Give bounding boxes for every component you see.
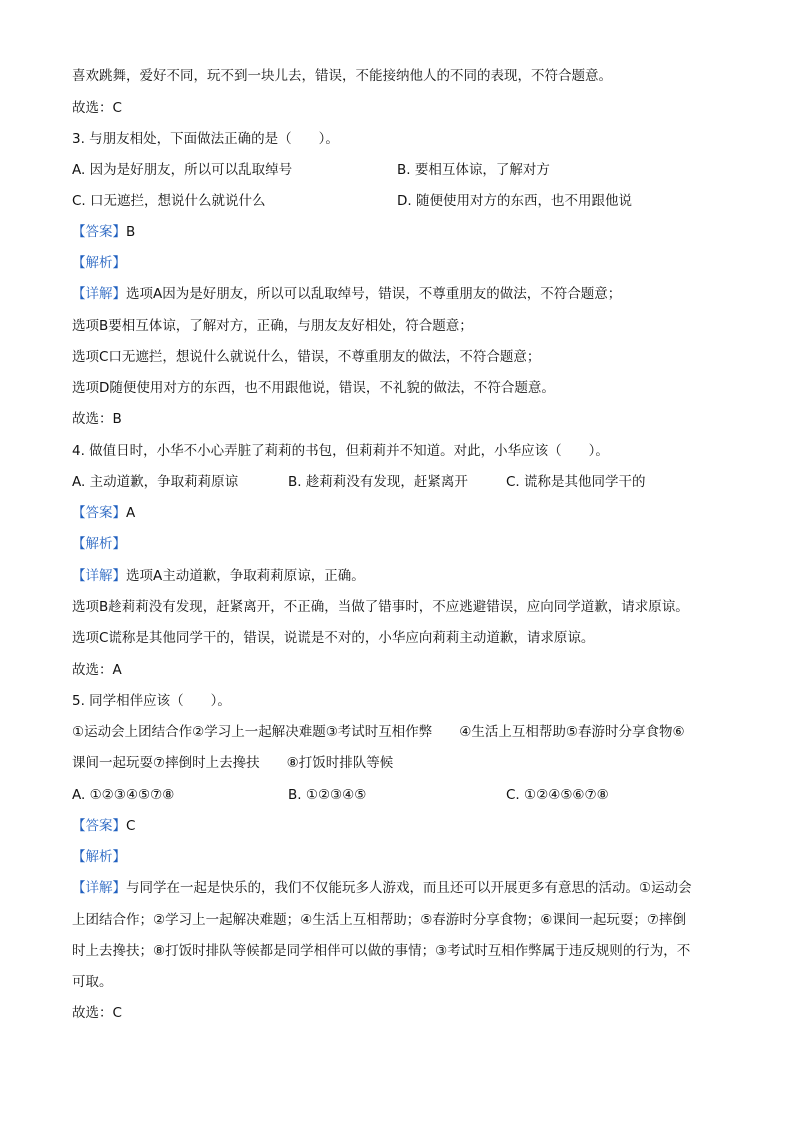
q3-option-d: D. 随便使用对方的东西，也不用跟他说 xyxy=(397,193,632,209)
q5-answer xyxy=(72,816,135,836)
q3-choice: 故选：B xyxy=(72,411,122,427)
q5-choice: 故选：C xyxy=(72,1005,122,1021)
q5-option-b: B. ①②③④⑤ xyxy=(288,787,367,803)
q4-answer xyxy=(72,503,135,523)
q4-stem: 4. 做值日时，小华不小心弄脏了莉莉的书包，但莉莉并不知道。对此，小华应该（ ）。 xyxy=(72,443,609,459)
q3-answer xyxy=(72,222,135,242)
answer-label: 【答案】 xyxy=(72,224,126,240)
q4-detail-3: 选项C谎称是其他同学干的，错误，说谎是不对的，小华应向莉莉主动道歉，请求原谅。 xyxy=(72,630,595,646)
q4-choice: 故选：A xyxy=(72,662,122,678)
detail-text: 选项A因为是好朋友，所以可以乱取绰号，错误，不尊重朋友的做法，不符合题意； xyxy=(126,286,622,302)
q3-option-c: C. 口无遮拦，想说什么就说什么 xyxy=(72,193,266,209)
q5-items-line-2: 课间一起玩耍⑦摔倒时上去搀扶 ⑧打饭时排队等候 xyxy=(72,755,394,771)
q5-option-c: C. ①②④⑤⑥⑦⑧ xyxy=(506,787,609,803)
q5-detail-line-1 xyxy=(72,878,692,898)
q3-option-b: B. 要相互体谅，了解对方 xyxy=(397,162,550,178)
detail-text: 与同学在一起是快乐的，我们不仅能玩多人游戏，而且还可以开展更多有意思的活动。①运动会 xyxy=(126,880,692,896)
answer-value: A xyxy=(126,505,136,521)
q2-explain-tail: 喜欢跳舞，爱好不同，玩不到一块儿去，错误，不能接纳他人的不同的表现，不符合题意。 xyxy=(72,68,612,84)
q3-stem: 3. 与朋友相处，下面做法正确的是（ ）。 xyxy=(72,131,339,147)
q3-detail-4: 选项D随便使用对方的东西，也不用跟他说，错误，不礼貌的做法，不符合题意。 xyxy=(72,380,555,396)
q3-detail-1 xyxy=(72,284,621,304)
answer-label: 【答案】 xyxy=(72,818,126,834)
q4-detail-1 xyxy=(72,566,365,586)
q4-option-c: C. 谎称是其他同学干的 xyxy=(506,474,646,490)
q5-items-line-1: ①运动会上团结合作②学习上一起解决难题③考试时互相作弊 ④生活上互相帮助⑤春游时分享食物⑥ xyxy=(72,724,685,740)
q3-detail-3: 选项C口无遮拦，想说什么就说什么，错误，不尊重朋友的做法，不符合题意； xyxy=(72,349,541,365)
q3-detail-2: 选项B要相互体谅，了解对方，正确，与朋友友好相处，符合题意； xyxy=(72,318,473,334)
q5-detail-line-3: 时上去搀扶；⑧打饭时排队等候都是同学相伴可以做的事情；③考试时互相作弊属于违反规则的行为，不 xyxy=(72,943,691,959)
detail-label: 【详解】 xyxy=(72,568,126,584)
q5-option-a: A. ①②③④⑤⑦⑧ xyxy=(72,787,175,803)
q5-detail-line-4: 可取。 xyxy=(72,974,113,990)
detail-text: 选项A主动道歉，争取莉莉原谅，正确。 xyxy=(126,568,365,584)
q5-detail-line-2: 上团结合作；②学习上一起解决难题；④生活上互相帮助；⑤春游时分享食物；⑥课间一起玩耍；⑦摔倒 xyxy=(72,912,687,928)
q4-analysis-label: 【解析】 xyxy=(72,536,126,552)
q3-option-a: A. 因为是好朋友，所以可以乱取绰号 xyxy=(72,162,293,178)
q4-detail-2: 选项B趁莉莉没有发现，赶紧离开，不正确，当做了错事时，不应逃避错误，应向同学道歉，请求原谅。 xyxy=(72,599,689,615)
q3-analysis-label: 【解析】 xyxy=(72,255,126,271)
q5-analysis-label: 【解析】 xyxy=(72,849,126,865)
detail-label: 【详解】 xyxy=(72,880,126,896)
q2-choice: 故选：C xyxy=(72,100,122,116)
answer-value: C xyxy=(126,818,136,834)
detail-label: 【详解】 xyxy=(72,286,126,302)
q5-stem: 5. 同学相伴应该（ ）。 xyxy=(72,693,231,709)
q4-option-b: B. 趁莉莉没有发现，赶紧离开 xyxy=(288,474,468,490)
answer-label: 【答案】 xyxy=(72,505,126,521)
q4-option-a: A. 主动道歉，争取莉莉原谅 xyxy=(72,474,239,490)
answer-value: B xyxy=(126,224,136,240)
